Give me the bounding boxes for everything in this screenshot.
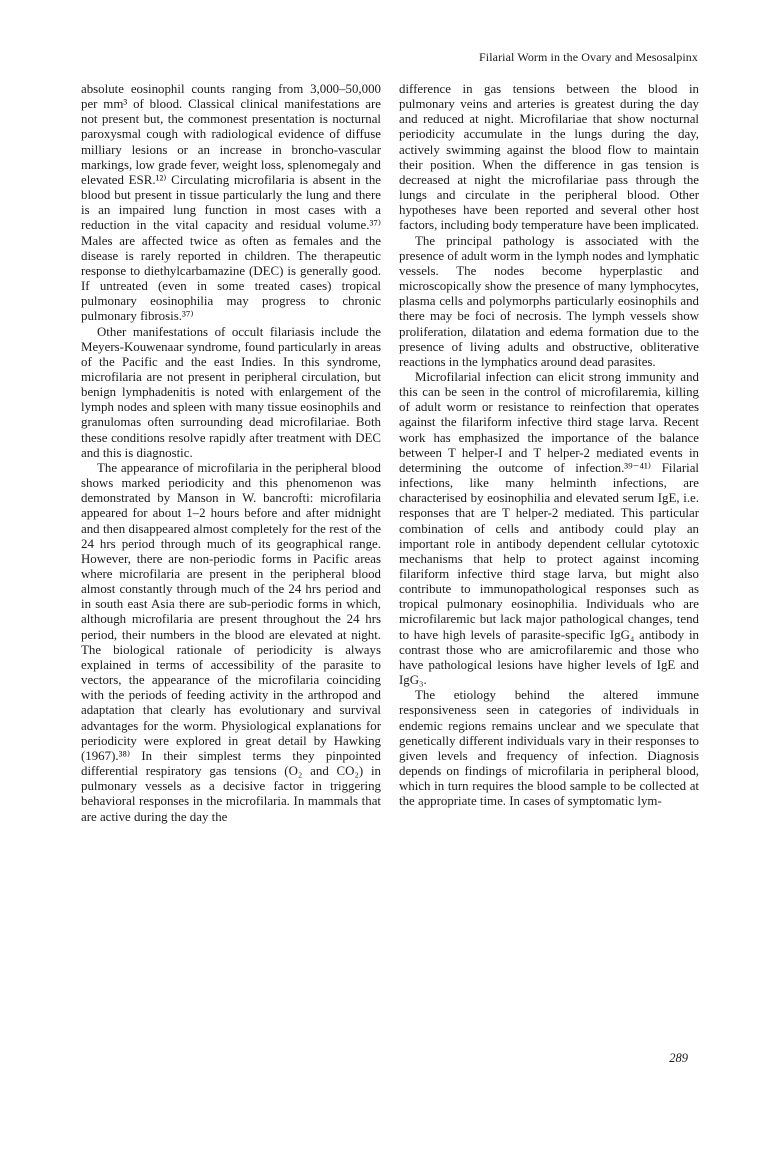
left-column xyxy=(81,82,381,825)
paragraph: Microfilarial infection can elicit strong immunity and this can be seen in the control of microfilaremia, killing of adult worm or resistance to reinfection that operates against the filariform infective third stage larva. Recent work has emphasized the importance of the balance between T helper-I and T helper-2 mediated events in determining the outcome of infection.³⁹⁻⁴¹⁾ Filarial infections, like many helminth infections, are characterised by eosinophilia and elevated serum IgE, i.e. responses that are T helper-2 mediated. This particular combination of cells and antibody could play an important role in antibody dependent cellular cytotoxic mechanisms that help to protect against incoming filariform infective third stage larva, but might also contribute to immunopathological responses such as tropical pulmonary eosinophilia. Individuals who are microfilaremic but lack major pathological changes, tend to have high levels of parasite-specific IgG₄ antibody in contrast those who are amicrofilaremic and those who have pathological lesions have higher levels of IgE and IgG₃. xyxy=(399,369,699,688)
paragraph: The etiology behind the altered immune responsiveness seen in categories of individuals in endemic regions remains unclear and we speculate that genetically different individuals vary in their responses to given levels and frequency of infection. Diagnosis depends on findings of microfilaria in peripheral blood, which in turn requires the blood sample to be collected at the appropriate time. In cases of symptomatic lym- xyxy=(399,688,699,809)
paragraph: The principal pathology is associated with the presence of adult worm in the lymph nodes and lymphatic vessels. The nodes become hyperplastic and microscopically show the presence of many lymphocytes, plasma cells and polymorphs particularly eosinophils and there may be foci of necrosis. The lymph vessels show proliferation, dilatation and edema formation due to the presence of living adults and obstructive, obliterative reactions in the lymphatics around dead parasites. xyxy=(399,233,699,369)
paragraph: The appearance of microfilaria in the peripheral blood shows marked periodicity and this phenomenon was demonstrated by Manson in W. bancrofti: microfilaria appeared for about 1–2 hours before and after midnight and then disappeared almost completely for the rest of the 24 hrs period through much of its geographical range. However, there are non-periodic forms in Pacific areas where microfilaria are present in the peripheral blood almost constantly through much of the 24 hrs period and in south east Asia there are sub-periodic forms in which, although microfilaria are present throughout the 24 hrs period, their numbers in the blood are elevated at night. The biological rationale of periodicity is always explained in terms of accessibility of the parasite to vectors, the appearance of the microfilaria coinciding with the periods of feeding activity in the arthropod and adaptation that clearly has evolutionary and survival advantages for the worm. Physiological explanations for periodicity were explored in great detail by Hawking (1967).³⁸⁾ In their simplest terms they pinpointed differential respiratory gas tensions (O₂ and CO₂) in pulmonary vessels as a decisive factor in triggering behavioral responses in the microfilaria. In mammals that are active during the day the xyxy=(81,460,381,824)
paragraph: difference in gas tensions between the blood in pulmonary veins and arteries is greatest during the day and reduced at night. Microfilariae that show nocturnal periodicity accumulate in the lungs during the day, actively swimming against the blood flow to maintain their position. When the difference in gas tension is decreased at night the microfilariae pass through the lungs and circulate in the peripheral blood. Other hypotheses have been reported and several other host factors, including body temperature have been implicated. xyxy=(399,82,699,233)
running-head: Filarial Worm in the Ovary and Mesosalpinx xyxy=(479,50,698,64)
right-column xyxy=(399,82,699,810)
paragraph: absolute eosinophil counts ranging from 3,000–50,000 per mm³ of blood. Classical clinical manifestations are not present but, the commonest presentation is nocturnal paroxysmal cough with radiological evidence of diffuse milliary lesions or an increase in broncho-vascular markings, low grade fever, weight loss, splenomegaly and elevated ESR.¹²⁾ Circulating microfilaria is absent in the blood but present in tissue particularly the lung and there is an impaired lung function in most cases with a reduction in the vital capacity and residual volume.³⁷⁾ Males are affected twice as often as females and the disease is rarely reported in children. The therapeutic response to diethylcarbamazine (DEC) is generally good. If untreated (even in some treated cases) tropical pulmonary eosinophilia may progress to chronic pulmonary fibrosis.³⁷⁾ xyxy=(81,82,381,324)
paragraph: Other manifestations of occult filariasis include the Meyers-Kouwenaar syndrome, found particularly in areas of the Pacific and the east Indies. In this syndrome, microfilaria are not present in peripheral circulation, but benign lymphadenitis is noted with enlargement of the lymph nodes and spleen with many tissue eosinophils and granulomas often surrounding dead microfilariae. Both these conditions resolve rapidly after treatment with DEC and this is diagnostic. xyxy=(81,324,381,460)
page-number: 289 xyxy=(669,1051,688,1065)
